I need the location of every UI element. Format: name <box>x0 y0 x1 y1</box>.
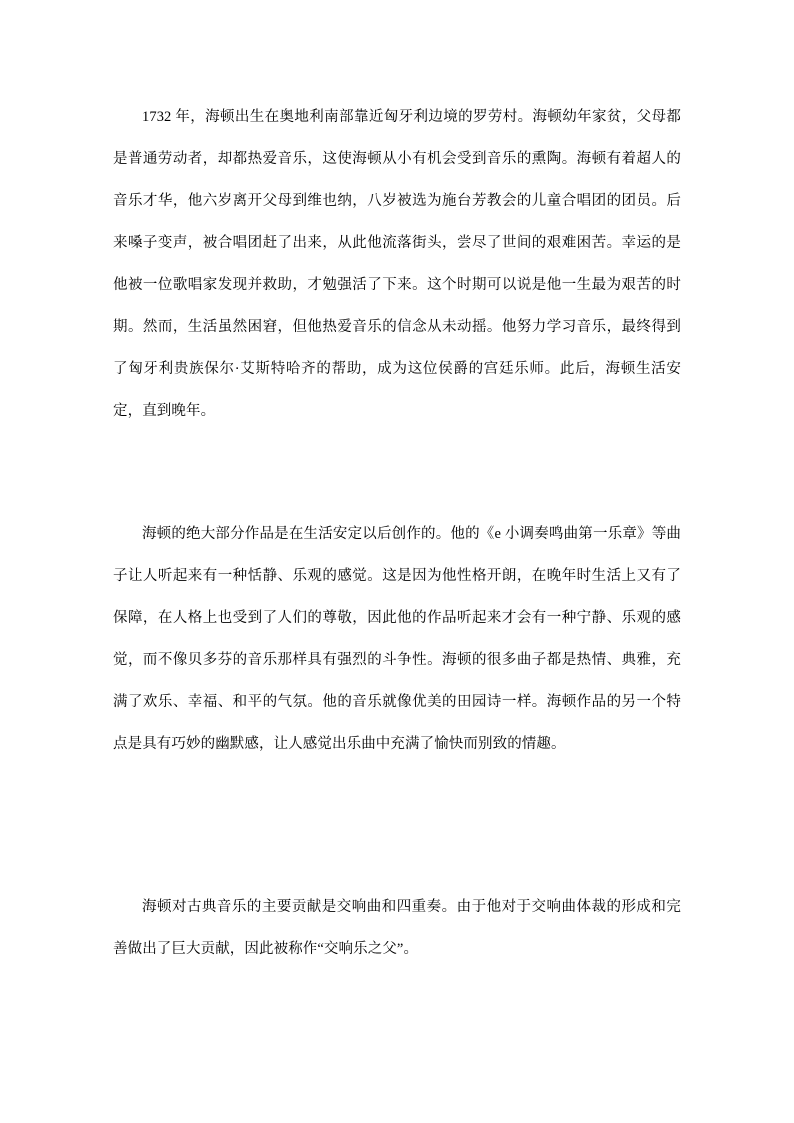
paragraph-haydn-works-style: 海顿的绝大部分作品是在生活安定以后创作的。他的《e 小调奏鸣曲第一乐章》等曲子让人听起来有一种恬静、乐观的感觉。这是因为他性格开朗，在晚年时生活上又有了保障，在人格上也受到了人们的尊敬，因此他的作品听起来才会有一种宁静、乐观的感觉，而不像贝多芬的音乐那样具有强烈的斗争性。海顿的很多曲子都是热情、典雅，充满了欢乐、幸福、和平的气氛。他的音乐就像优美的田园诗一样。海顿作品的另一个特点是具有巧妙的幽默感，让人感觉出乐曲中充满了愉快而别致的情趣。 <box>113 526 681 752</box>
paragraph-haydn-early-life: 1732 年，海顿出生在奥地利南部靠近匈牙利边境的罗劳村。海顿幼年家贫，父母都是普通劳动者，却都热爱音乐，这使海顿从小有机会受到音乐的熏陶。海顿有着超人的音乐才华，他六岁离开父母到维也纳，八岁被选为施台芳教会的儿童合唱团的团员。后来嗓子变声，被合唱团赶了出来，从此他流落街头，尝尽了世间的艰难困苦。幸运的是他被一位歌唱家发现并救助，才勉强活了下来。这个时期可以说是他一生最为艰苦的时期。然而，生活虽然困窘，但他热爱音乐的信念从未动摇。他努力学习音乐，最终得到了匈牙利贵族保尔·艾斯特哈齐的帮助，成为这位侯爵的宫廷乐师。此后，海顿生活安定，直到晚年。 <box>113 109 681 419</box>
paragraph-haydn-contribution: 海顿对古典音乐的主要贡献是交响曲和四重奏。由于他对于交响曲体裁的形成和完善做出了巨大贡献，因此被称作“交响乐之父”。 <box>113 899 681 957</box>
